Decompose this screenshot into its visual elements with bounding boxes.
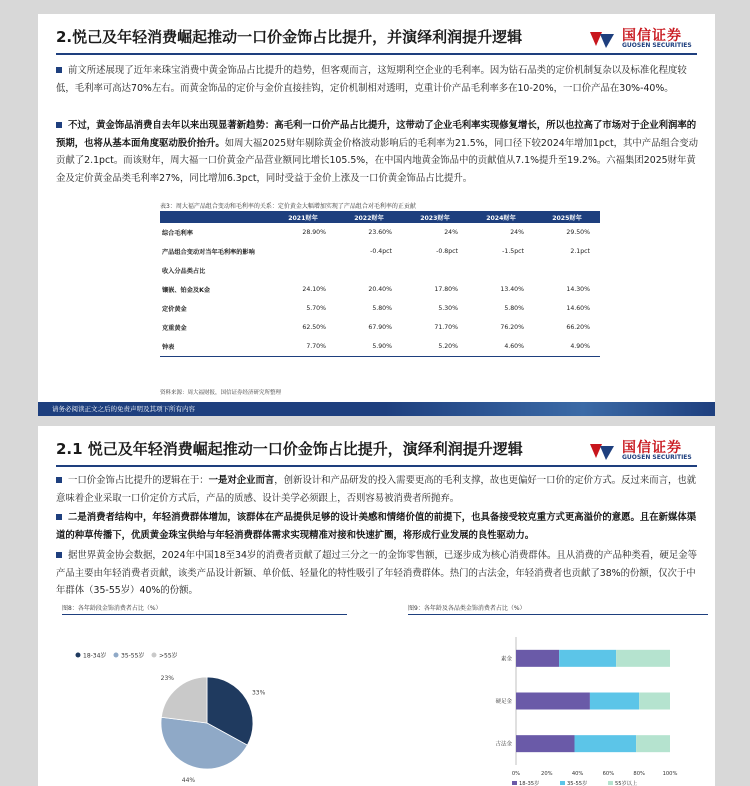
table-row (160, 242, 600, 261)
legend-label: 18-34岁 (83, 652, 107, 660)
table-cell: -1.5pct (502, 248, 524, 255)
bullet-icon (56, 514, 62, 520)
table-row (160, 261, 600, 280)
margin-table (160, 211, 600, 357)
table-cell: 4.90% (534, 337, 600, 356)
bullet-icon (56, 67, 62, 73)
table-cell: 23.60% (368, 229, 392, 236)
row-label: 定价黄金 (162, 306, 187, 313)
table-cell: 13.40% (500, 286, 524, 293)
table-cell: 24% (444, 229, 458, 236)
row-label: 产品组合变动对当年毛利率的影响 (162, 249, 255, 256)
row-label: 钟表 (160, 337, 270, 356)
slide-footer (38, 402, 715, 416)
table-cell: -0.8pct (436, 248, 458, 255)
table-header-cell: 2024财年 (468, 211, 534, 223)
bar-segment (616, 650, 670, 667)
table-cell: 5.80% (504, 305, 524, 312)
category-label: 硬足金 (495, 699, 512, 705)
x-tick-label: 40% (571, 771, 584, 777)
table-cell (534, 261, 600, 280)
table-cell (336, 261, 402, 280)
guosen-logo (588, 24, 703, 54)
table-cell: 5.30% (438, 305, 458, 312)
table-cell: 14.60% (566, 305, 590, 312)
pie-slice (160, 674, 207, 723)
table-row (160, 299, 600, 318)
table-row (160, 318, 600, 337)
footer-disclaimer: 请务必阅读正文之后的免责声明及其项下所有内容 (52, 405, 195, 413)
table-cell: 4.60% (468, 337, 534, 356)
stacked-bar-chart (408, 615, 708, 786)
bar-segment (516, 735, 575, 752)
table-cell: 20.40% (368, 286, 392, 293)
logo-text: 国信证券 (622, 440, 682, 456)
category-label: 古法金 (495, 741, 512, 748)
row-label: 镶嵌、铂金及K金 (162, 287, 211, 294)
legend-label: 55岁以上 (615, 781, 638, 786)
bar-segment (590, 693, 639, 710)
table-cell: 5.80% (372, 305, 392, 312)
legend-swatch (76, 653, 81, 658)
footer-stripe (385, 402, 715, 416)
table-header-cell: 2022财年 (336, 211, 402, 223)
table-cell: 5.90% (336, 337, 402, 356)
logo-mark-icon (588, 440, 618, 462)
table-header-cell: 2021财年 (270, 211, 336, 223)
logo-subtext: GUOSEN SECURITIES (622, 42, 692, 49)
legend-swatch (608, 781, 613, 785)
x-tick-label: 100% (662, 771, 678, 777)
legend-label: >55岁 (159, 652, 178, 660)
table-cell: 5.20% (402, 337, 468, 356)
slice-label: 23% (160, 674, 174, 682)
logo-text: 国信证券 (622, 28, 682, 44)
legend-label: 18-35岁 (519, 781, 540, 786)
bar-segment (639, 693, 670, 710)
table-cell: -0.4pct (370, 248, 392, 255)
x-tick-label: 80% (633, 771, 645, 777)
slice-label: 44% (181, 777, 196, 785)
table-cell: 62.50% (302, 324, 326, 331)
table-cell: 17.80% (434, 286, 458, 293)
figure-8-title: 图8：各年龄段金饰消费者占比（%） (62, 605, 162, 612)
table-cell: 67.90% (368, 324, 392, 331)
table-cell: 2.1pct (570, 248, 590, 255)
slide-2 (38, 426, 715, 786)
table-cell (468, 261, 534, 280)
row-label: 综合毛利率 (162, 230, 193, 237)
table-cell (402, 261, 468, 280)
paragraph-1: 一口价金饰占比提升的逻辑在于：一是对企业而言，创新设计和产品研发的投入需要更高的毛利支撑，故也更偏好一口价的定价方式。反过来而言，也就意味着企业采取一口价定价方式后，产品的质感、设计美学必须跟上，否则容易被消费者所抛弃。 (56, 475, 697, 504)
x-tick-label: 20% (541, 771, 553, 777)
paragraph-2: 不过，黄金饰品消费自去年以来出现显著新趋势：高毛利一口价产品占比提升，这带动了企业毛利率实现修复增长，所以也拉高了市场对于企业利润率的预期，也将从基本面角度驱动股价抬升。如周大福2025财年剔除黄金价格波动影响后的毛利率为21.5%，同口径下较2024年增加1pct，其中产品组合变动贡献了2.1pct。而该财年，周大福一口价黄金产品营业额同比增长105.5%，在中国内地黄金饰品中的贡献值从7.1%提升至19.2%。六福集团2025财年黄金及定价黄金品类毛利率27%，同比增加6.3pct，同时受益于金价上涨及一口价黄金饰品占比提升。 (56, 120, 699, 184)
figure-8 (62, 605, 347, 786)
table-cell (270, 242, 336, 261)
legend-label: 35-55岁 (121, 652, 145, 660)
paragraph-2: 二是消费者结构中，年轻消费群体增加，该群体在产品提供足够的设计美感和情绪价值的前提下，也具备接受较克重方式更高溢价的意愿。且在新媒体渠道的种草传播下，优质黄金珠宝供给与年轻消费群体需求实现精准对接和快速扩圈，将形成行业发展的良性驱动力。 (56, 512, 697, 541)
category-label: 素金 (500, 656, 512, 663)
table-cell: 28.90% (302, 229, 326, 236)
pie-chart (62, 615, 347, 786)
slide-header (56, 24, 715, 54)
table-header-cell: 2023财年 (402, 211, 468, 223)
table-header-cell: 2025财年 (534, 211, 600, 223)
x-tick-label: 0% (511, 771, 521, 777)
table-cell: 24.10% (302, 286, 326, 293)
table-caption: 表3：周大福产品组合变动和毛利率的关系：定价黄金大幅增加实现了产品组合对毛利率的正贡献 (160, 203, 416, 210)
table-cell: 76.20% (500, 324, 524, 331)
table-header-row (160, 211, 600, 223)
legend-swatch (152, 653, 157, 658)
bar-segment (516, 650, 559, 667)
table-cell (270, 261, 336, 280)
bullet-icon (56, 122, 62, 128)
slide-title: 2.1 悦己及年轻消费崛起推动一口价金饰占比提升，演绎利润提升逻辑 (56, 440, 523, 458)
table-cell: 29.50% (566, 229, 590, 236)
bullet-icon (56, 552, 62, 558)
logo-subtext: GUOSEN SECURITIES (622, 454, 692, 461)
guosen-logo (588, 436, 703, 466)
slide-header (56, 436, 715, 466)
legend-swatch (114, 653, 119, 658)
table-cell: 71.70% (434, 324, 458, 331)
figure-9-title: 图9：各年龄及各品类金饰消费者占比（%） (408, 605, 526, 612)
legend-swatch (512, 781, 517, 785)
bar-segment (575, 735, 637, 752)
x-tick-label: 60% (602, 771, 615, 777)
bullet-icon (56, 477, 62, 483)
table-cell: 24% (510, 229, 524, 236)
table-row (160, 337, 600, 356)
row-label: 收入分品类占比 (162, 268, 206, 275)
table-source: 资料来源：周大福财报，国信证券经济研究所整理 (160, 390, 282, 396)
slide-title: 2.悦己及年轻消费崛起推动一口价金饰占比提升，并演绎利润提升逻辑 (56, 28, 523, 46)
paragraph-1: 前文所述展现了近年来珠宝消费中黄金饰品占比提升的趋势，但客观而言，这短期利空企业的毛利率。因为钻石品类的定价机制复杂以及标准化程度较低，毛利率可高达70%左右。而黄金饰品的定价与金价直接挂钩，定价机制相对透明，克重计价产品毛利率多在10-20%，一口价产品在30%-40%。 (56, 65, 687, 94)
row-label: 克重黄金 (162, 325, 187, 332)
bar-segment (636, 735, 670, 752)
slide-1 (38, 14, 715, 416)
table-row (160, 223, 600, 242)
table-header-cell (160, 211, 270, 223)
logo-mark-icon (588, 28, 618, 50)
table-row (160, 280, 600, 299)
legend-label: 35-55岁 (567, 781, 588, 786)
paragraph-3: 据世界黄金协会数据，2024年中国18至34岁的消费者贡献了超过三分之一的金饰零售额，已逐步成为核心消费群体。且从消费的产品种类看，硬足金等产品主要由年轻消费者贡献，该类产品设计新颖、单价低、轻量化的特性吸引了年轻消费群体。热门的古法金，年轻消费者也贡献了38%的份额，仅次于中年群体（35-55岁）40%的份额。 (56, 550, 697, 596)
slice-label: 33% (251, 689, 266, 697)
table-cell: 66.20% (566, 324, 590, 331)
bar-segment (516, 693, 590, 710)
table-cell: 14.30% (566, 286, 590, 293)
table-cell: 5.70% (306, 305, 326, 312)
table-cell: 7.70% (270, 337, 336, 356)
figure-9 (408, 605, 708, 786)
legend-swatch (560, 781, 565, 785)
bar-segment (559, 650, 616, 667)
